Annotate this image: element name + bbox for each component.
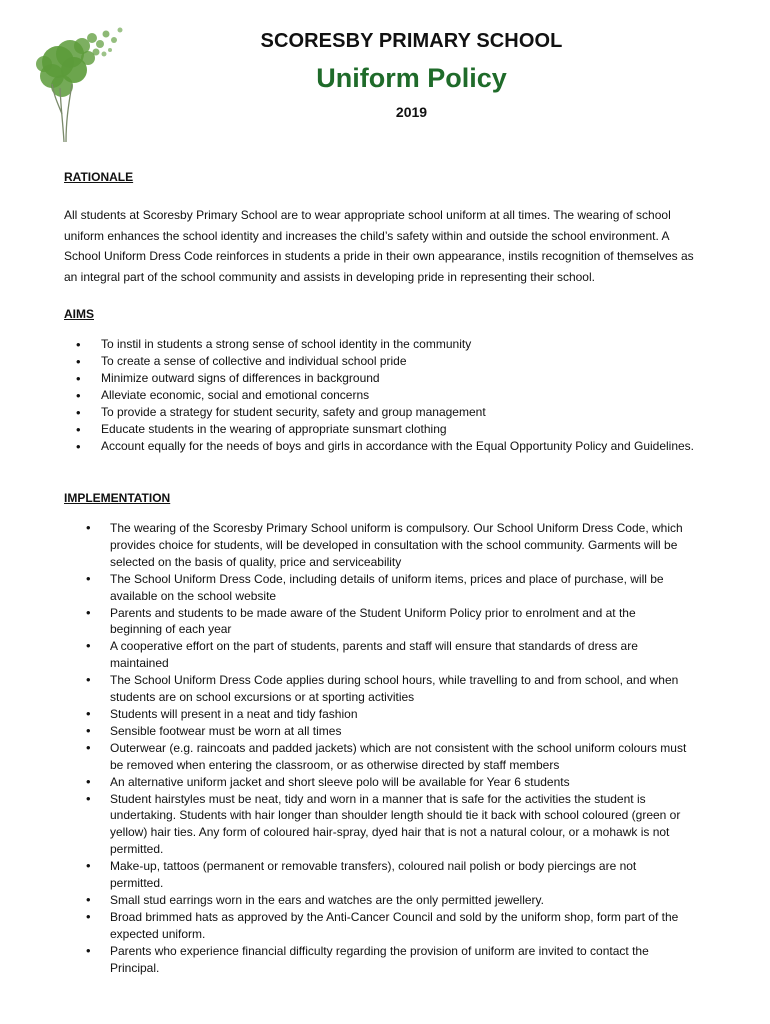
list-item: • Student hairstyles must be neat, tidy and worn in a manner that is safe for the activities the student is undertaking. Students with hair longer than shoulder length should tie it back with school coloured (green or yellow) hair ties. Any form of coloured hair-spray, dyed hair that is not a natural colour, or a mohawk is not permitted. [64, 791, 689, 859]
policy-year: 2019 [395, 104, 428, 120]
list-item: • Students will present in a neat and tidy fashion [64, 706, 689, 723]
implementation-heading: IMPLEMENTATION [64, 491, 171, 505]
school-name: SCORESBY PRIMARY SCHOOL [260, 30, 563, 52]
list-item: • Alleviate economic, social and emotional concerns [64, 387, 704, 404]
aims-heading: AIMS [64, 307, 94, 321]
policy-title: Uniform Policy [316, 63, 507, 93]
aims-list [64, 336, 704, 455]
list-item: • Account equally for the needs of boys and girls in accordance with the Equal Opportunity Policy and Guidelines. [64, 438, 704, 455]
list-item: • An alternative uniform jacket and short sleeve polo will be available for Year 6 students [64, 774, 689, 791]
list-item: • Parents and students to be made aware of the Student Uniform Policy prior to enrolment and at the beginning of each year [64, 605, 689, 639]
list-item: • The wearing of the Scoresby Primary School uniform is compulsory. Our School Uniform Dress Code, which provides choice for students, will be developed in consultation with the school community. Garments will be selected on the basis of quality, price and serviceability [64, 520, 689, 571]
list-item: • A cooperative effort on the part of students, parents and staff will ensure that standards of dress are maintained [64, 638, 689, 672]
list-item: • The School Uniform Dress Code applies during school hours, while travelling to and from school, and when students are on school excursions or at sporting activities [64, 672, 689, 706]
implementation-list [64, 520, 689, 976]
list-item: • Parents who experience financial difficulty regarding the provision of uniform are invited to contact the Principal. [64, 943, 689, 977]
list-item: • Small stud earrings worn in the ears and watches are the only permitted jewellery. [64, 892, 689, 909]
list-item: • Minimize outward signs of differences in background [64, 370, 704, 387]
list-item: • Broad brimmed hats as approved by the Anti-Cancer Council and sold by the uniform shop, form part of the expected uniform. [64, 909, 689, 943]
list-item: • Educate students in the wearing of appropriate sunsmart clothing [64, 421, 704, 438]
list-item: • To create a sense of collective and individual school pride [64, 353, 704, 370]
list-item: • The School Uniform Dress Code, including details of uniform items, prices and place of purchase, will be available on the school website [64, 571, 689, 605]
list-item: • Make-up, tattoos (permanent or removable transfers), coloured nail polish or body piercings are not permitted. [64, 858, 689, 892]
list-item: • To instil in students a strong sense of school identity in the community [64, 336, 704, 353]
list-item: • Outerwear (e.g. raincoats and padded jackets) which are not consistent with the school uniform colours must be removed when entering the classroom, or as otherwise directed by staff members [64, 740, 689, 774]
list-item: • Sensible footwear must be worn at all times [64, 723, 689, 740]
list-item: • To provide a strategy for student security, safety and group management [64, 404, 704, 421]
rationale-heading: RATIONALE [64, 170, 134, 184]
rationale-text: All students at Scoresby Primary School are to wear appropriate school uniform at all times. The wearing of school uniform enhances the school identity and increases the child’s safety within and outside the school environment. A School Uniform Dress Code reinforces in students a pride in their own appearance, instils recognition of themselves as an integral part of the school community and assists in developing pride in representing their school. [64, 208, 694, 284]
